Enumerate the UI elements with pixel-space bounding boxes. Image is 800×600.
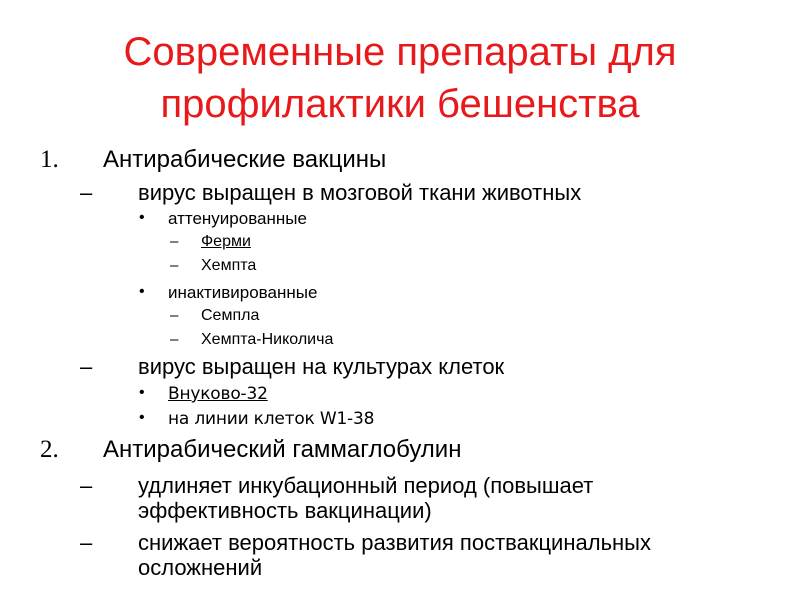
- dash-marker: –: [170, 307, 179, 324]
- bullet-marker: •: [139, 283, 145, 300]
- list-item-label: аттенуированные: [168, 209, 307, 228]
- vnukovo-link[interactable]: Внуково-32: [168, 384, 268, 404]
- dash-marker: –: [80, 354, 93, 379]
- dash-marker: –: [170, 233, 179, 250]
- list-item-label: вирус выращен в мозговой ткани животных: [138, 180, 582, 205]
- list-item-label: инактивированные: [168, 283, 318, 302]
- slide-title-line-1: Современные препараты для: [123, 30, 677, 74]
- bullet-marker: •: [139, 209, 145, 226]
- number-marker: 2.: [40, 436, 59, 463]
- dash-marker: –: [80, 473, 93, 498]
- list-item-label: на линии клеток W1-38: [168, 409, 375, 429]
- bullet-marker: •: [139, 409, 145, 426]
- dash-marker: –: [80, 530, 93, 555]
- list-item-label: снижает вероятность развития поствакцинальных: [138, 530, 651, 555]
- dash-marker: –: [170, 257, 179, 274]
- list-item-label: Хемпта: [201, 257, 257, 274]
- number-marker: 1.: [40, 146, 59, 173]
- list-item-label: Антирабический гаммаглобулин: [103, 436, 462, 463]
- dash-marker: –: [80, 180, 93, 205]
- bullet-marker: •: [139, 384, 145, 401]
- slide-title: [0, 26, 800, 130]
- dash-marker: –: [170, 331, 179, 348]
- list-item-label: Антирабические вакцины: [103, 146, 387, 173]
- fermi-link[interactable]: Ферми: [201, 233, 251, 250]
- list-item-label: вирус выращен на культурах клеток: [138, 354, 505, 379]
- list-item-label: Семпла: [201, 307, 260, 324]
- list-item-label: удлиняет инкубационный период (повышает: [138, 473, 594, 498]
- slide-title-line-2: профилактики бешенства: [160, 82, 640, 126]
- list-item-label: эффективность вакцинации): [138, 498, 432, 523]
- list-item-label: Хемпта-Николича: [201, 331, 334, 348]
- list-item-label: осложнений: [138, 555, 263, 580]
